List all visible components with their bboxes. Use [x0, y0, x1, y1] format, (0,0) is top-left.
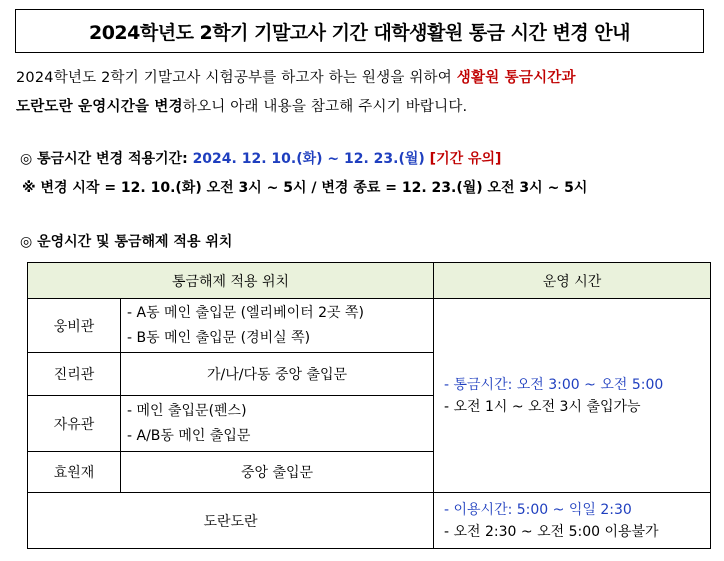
- location-item: - A/B동 메인 출입문: [127, 427, 251, 444]
- intro-line2: [16, 93, 716, 122]
- table-header-row: [28, 263, 711, 299]
- intro-text: 2024학년도 2학기 기말고사 시험공부를 하고자 하는 원생을 위하여: [16, 70, 457, 86]
- title-box: [15, 9, 704, 53]
- doran-hours-cell: [434, 493, 711, 549]
- building-cell: 효원재: [28, 452, 121, 493]
- header-location: 통금해제 적용 위치: [28, 263, 434, 299]
- curfew-time: - 통금시간: 오전 3:00 ~ 오전 5:00: [444, 376, 664, 393]
- location-item: - 메인 출입문(펜스): [127, 402, 247, 419]
- table-row: [28, 299, 711, 353]
- building-cell: 자유관: [28, 396, 121, 452]
- doran-closed-time: - 오전 2:30 ~ 오전 5:00 이용불가: [444, 523, 659, 540]
- schedule-table: [27, 262, 711, 549]
- building-cell: 진리관: [28, 353, 121, 396]
- dorm-hours-cell: [434, 299, 711, 493]
- section-period: [20, 148, 501, 168]
- table-row: [28, 493, 711, 549]
- building-cell: 웅비관: [28, 299, 121, 353]
- section-locations: ◎ 운영시간 및 통금해제 적용 위치: [20, 234, 233, 250]
- intro-line2-rest: 하오니 아래 내용을 참고해 주시기 바랍니다.: [182, 99, 468, 115]
- location-item: - B동 메인 출입문 (경비실 쪽): [127, 329, 311, 346]
- location-cell: [121, 299, 434, 353]
- access-time: - 오전 1시 ~ 오전 3시 출입가능: [444, 398, 641, 415]
- period-dates: 2024. 12. 10.(화) ~ 12. 23.(월): [192, 151, 425, 167]
- period-caution: [기간 유의]: [429, 151, 502, 167]
- location-cell: 가/나/다동 중앙 출입문: [121, 353, 434, 396]
- location-item: - A동 메인 출입문 (엘리베이터 2곳 쪽): [127, 304, 364, 321]
- change-note: ※ 변경 시작 = 12. 10.(화) 오전 3시 ~ 5시 / 변경 종료 = 12. 23.(월) 오전 3시 ~ 5시: [22, 180, 588, 196]
- doran-open-time: - 이용시간: 5:00 ~ 익일 2:30: [444, 501, 632, 518]
- page-title: 2024학년도 2학기 기말고사 기간 대학생활원 통금 시간 변경 안내: [88, 21, 631, 44]
- intro-line2-bold: 도란도란 운영시간을 변경: [16, 99, 183, 115]
- intro-highlight: 생활원 통금시간과: [456, 70, 576, 86]
- doran-name-cell: 도란도란: [28, 493, 434, 549]
- section-period-label: ◎ 통금시간 변경 적용기간:: [20, 151, 193, 167]
- header-hours: 운영 시간: [434, 263, 711, 299]
- location-cell: [121, 396, 434, 452]
- intro-paragraph: [16, 64, 716, 122]
- location-cell: 중앙 출입문: [121, 452, 434, 493]
